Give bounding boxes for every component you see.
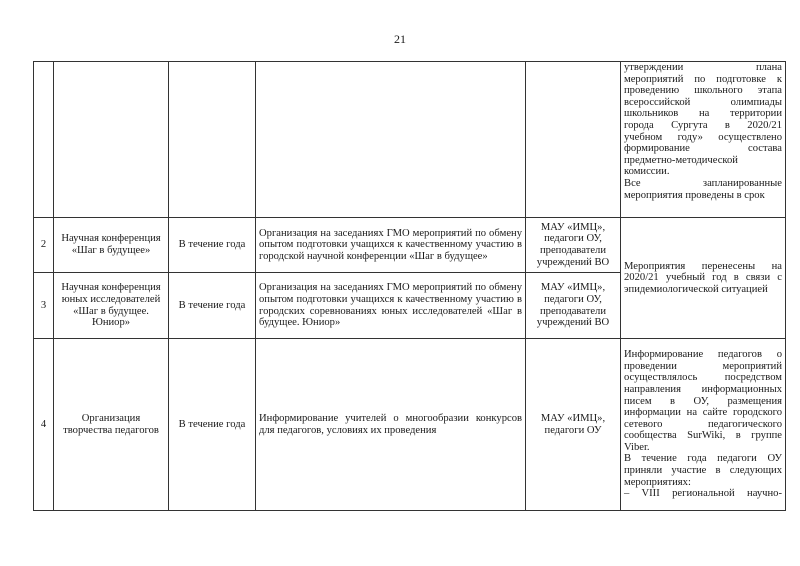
result-paragraph: – VIII региональной научно-	[624, 488, 782, 500]
cell-event-name	[54, 62, 169, 218]
result-line: проведению школьного этапа	[624, 85, 782, 97]
result-line: города Сургута в 2020/21	[624, 119, 782, 131]
result-line: Все запланированные	[624, 177, 782, 189]
cell-period: В течение года	[169, 339, 256, 511]
result-line: формирование состава	[624, 143, 782, 155]
cell-responsible	[526, 62, 621, 218]
cell-activity: Организация на заседаниях ГМО мероприятий по обмену опытом подготовки учащихся к качественному участию в городских соревнованиях юных исследователей «Шаг в будущее. Юниор»	[256, 273, 526, 339]
cell-activity	[256, 62, 526, 218]
cell-number: 2	[34, 218, 54, 273]
cell-responsible: МАУ «ИМЦ», педагоги ОУ, преподаватели учреждений ВО	[526, 218, 621, 273]
cell-period: В течение года	[169, 273, 256, 339]
page-number: 21	[394, 32, 406, 46]
cell-responsible: МАУ «ИМЦ», педагоги ОУ	[526, 339, 621, 511]
cell-number: 3	[34, 273, 54, 339]
result-line: всероссийской олимпиады	[624, 96, 782, 108]
result-paragraph: Информирование педагогов о проведении мероприятий осуществлялось посредством направления информационных писем в ОУ, размещения информации на сайте городского сетевого педагогического сообщества SurWiki, в группе Viber.	[624, 349, 782, 453]
cell-event-name: Научная конференция «Шаг в будущее»	[54, 218, 169, 273]
result-line: мероприятия проведены в срок	[624, 189, 765, 201]
result-line: мероприятий по подготовке к	[624, 73, 782, 85]
result-paragraph: В течение года педагоги ОУ приняли участие в следующих мероприятиях:	[624, 453, 782, 488]
cell-period: В течение года	[169, 218, 256, 273]
result-line: школьников на территории	[624, 108, 782, 120]
cell-event-name: Организация творчества педагогов	[54, 339, 169, 511]
cell-result	[621, 62, 786, 218]
result-line: комиссии.	[624, 166, 670, 178]
cell-event-name: Научная конференция юных исследователей «Шаг в будущее. Юниор»	[54, 273, 169, 339]
cell-number: 4	[34, 339, 54, 511]
result-line: предметно-методической	[624, 154, 738, 166]
table-row-continuation	[34, 62, 786, 218]
cell-period	[169, 62, 256, 218]
table-row-4	[34, 339, 786, 511]
table-row-2	[34, 218, 786, 273]
cell-result	[621, 339, 786, 511]
result-line: утверждении плана	[624, 62, 782, 73]
cell-activity: Информирование учителей о многообразии конкурсов для педагогов, условиях их проведения	[256, 339, 526, 511]
activity-plan-table	[33, 61, 786, 511]
cell-responsible: МАУ «ИМЦ», педагоги ОУ, преподаватели учреждений ВО	[526, 273, 621, 339]
cell-number	[34, 62, 54, 218]
result-line: учебном году» осуществлено	[624, 131, 782, 143]
cell-result: Мероприятия перенесены на 2020/21 учебный год в связи с эпидемиологической ситуацией	[621, 218, 786, 339]
cell-activity: Организация на заседаниях ГМО мероприятий по обмену опытом подготовки учащихся к качественному участию в городской научной конференции «Шаг в будущее»	[256, 218, 526, 273]
